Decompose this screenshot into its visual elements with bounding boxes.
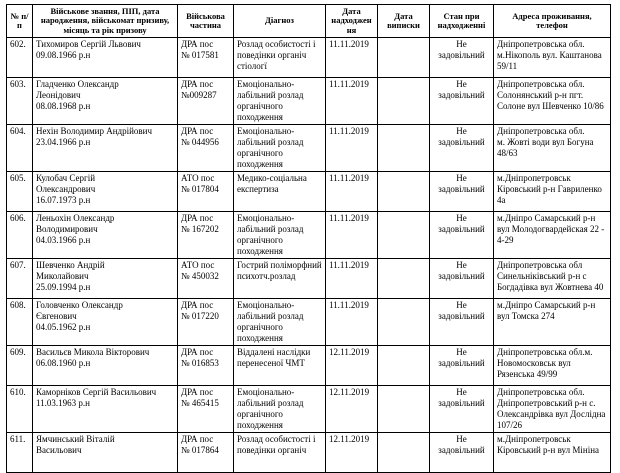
unit-line: ДРА пос [181, 387, 214, 397]
address-line: Рязенська 49/99 [497, 369, 558, 379]
person-line: 04.03.1966 р.н [36, 235, 91, 245]
status-line: Не [456, 173, 467, 183]
cell-number [7, 172, 33, 212]
row-number: 603. [10, 79, 26, 89]
person-line: Леонідович [36, 90, 81, 100]
address-line: Дніпропетровський р-н с. [497, 398, 596, 408]
cell-number [7, 386, 33, 433]
cell-diagnosis [234, 38, 326, 78]
diagnosis-line: походження [237, 159, 283, 169]
cell-diagnosis [234, 125, 326, 172]
cell-diagnosis [234, 78, 326, 125]
address-line: вул Молодогвардейская 22 - [497, 224, 605, 234]
address-line: Новомосковськ вул [497, 358, 571, 368]
address-line: Дніпропетровська обл. [497, 387, 585, 397]
cell-address [494, 172, 611, 212]
status-line: задовільний [438, 398, 485, 408]
address-line: Богдадівка вул Жовтнева 40 [497, 282, 604, 292]
cell-unit [178, 172, 234, 212]
diagnosis-line: Емоціонально- [237, 300, 295, 310]
cell-status [430, 125, 494, 172]
person-line: 04.05.1962 р.н [36, 322, 91, 332]
cell-unit [178, 299, 234, 346]
cell-number [7, 125, 33, 172]
cell-number [7, 38, 33, 78]
cell-discharged [378, 346, 430, 386]
address-line: 59/11 [497, 61, 518, 71]
unit-line: ДРА пос [181, 347, 214, 357]
cell-number [7, 259, 33, 299]
diagnosis-line: органічного [237, 409, 283, 419]
status-line: Не [456, 434, 467, 444]
cell-unit [178, 433, 234, 473]
cell-discharged [378, 386, 430, 433]
person-line: Каморніков Сергій Васильович [36, 387, 157, 397]
unit-line: № 465415 [181, 398, 219, 408]
status-line: задовільний [438, 50, 485, 60]
cell-unit [178, 125, 234, 172]
cell-discharged [378, 259, 430, 299]
person-line: Васильєв Микола Вікторович [36, 347, 150, 357]
cell-address [494, 212, 611, 259]
cell-status [430, 433, 494, 473]
person-line: Шевченко Андрій [36, 260, 105, 270]
status-line: задовільний [438, 445, 485, 455]
unit-line: № 044956 [181, 137, 219, 147]
cell-person [33, 433, 178, 473]
address-line: Кіровський р-н Гавриленко [497, 184, 602, 194]
diagnosis-line: стіологї [237, 61, 267, 71]
address-line: м.Дніпропетровськ [497, 173, 571, 183]
diagnosis-line: психотч.розлад [237, 271, 296, 281]
person-line: 11.03.1963 р.н [36, 398, 90, 408]
table-body [7, 38, 611, 473]
cell-number [7, 212, 33, 259]
table-row [7, 172, 611, 212]
cell-status [430, 299, 494, 346]
column-header-number: № п/п [7, 5, 33, 38]
cell-unit [178, 386, 234, 433]
address-line: Дніпропетровська обл. [497, 39, 585, 49]
cell-person [33, 299, 178, 346]
cell-admitted [326, 346, 378, 386]
address-line: м. Жовті води вул Богуна 48/63 [497, 137, 594, 158]
diagnosis-line: Емоціонально- [237, 387, 295, 397]
cell-admitted [326, 259, 378, 299]
cell-discharged [378, 172, 430, 212]
person-line: 23.04.1966 р.н [36, 137, 91, 147]
admitted-date: 11.11.2019 [329, 260, 369, 270]
admitted-date: 12.11.2019 [329, 434, 370, 444]
status-line: задовільний [438, 224, 485, 234]
address-line: 4-29 [497, 235, 514, 245]
cell-address [494, 346, 611, 386]
admitted-date: 12.11.2019 [329, 387, 370, 397]
diagnosis-line: лабільний розлад [237, 398, 304, 408]
header-row [7, 5, 611, 38]
cell-admitted [326, 299, 378, 346]
unit-line: ДРА пос [181, 434, 214, 444]
diagnosis-line: перенесеної ЧМТ [237, 358, 305, 368]
cell-number [7, 433, 33, 473]
cell-diagnosis [234, 346, 326, 386]
cell-number [7, 78, 33, 125]
diagnosis-line: Розлад особистості і [237, 434, 316, 444]
unit-line: ДРА пос [181, 79, 214, 89]
cell-admitted [326, 212, 378, 259]
diagnosis-line: поведінки органіч [237, 445, 307, 455]
cell-admitted [326, 78, 378, 125]
cell-diagnosis [234, 386, 326, 433]
admitted-date: 11.11.2019 [329, 173, 369, 183]
admitted-date: 11.11.2019 [329, 39, 369, 49]
status-line: Не [456, 260, 467, 270]
unit-line: №009287 [181, 90, 217, 100]
person-line: 25.09.1994 р.н [36, 282, 91, 292]
cell-diagnosis [234, 172, 326, 212]
diagnosis-line: лабільний розлад [237, 90, 304, 100]
diagnosis-line: Емоціонально- [237, 126, 295, 136]
cell-admitted [326, 125, 378, 172]
person-line: Васильович [36, 445, 82, 455]
cell-address [494, 125, 611, 172]
unit-line: № 017804 [181, 184, 219, 194]
diagnosis-line: Розлад особистості і [237, 39, 316, 49]
cell-diagnosis [234, 259, 326, 299]
address-line: 107/26 [497, 420, 523, 430]
cell-discharged [378, 299, 430, 346]
cell-status [430, 259, 494, 299]
address-line: Солонянський р-н пгт. [497, 90, 584, 100]
cell-address [494, 433, 611, 473]
admitted-date: 12.11.2019 [329, 347, 370, 357]
person-line: Олександрович [36, 184, 96, 194]
diagnosis-line: Медико-соціальна [237, 173, 307, 183]
address-line: м.Дніпро Самарський р-н [497, 300, 596, 310]
diagnosis-line: походження [237, 112, 283, 122]
column-header-unit: Військова частина [178, 5, 234, 38]
address-line: вул Томска 274 [497, 311, 555, 321]
column-header-status: Стан при надходженні [430, 5, 494, 38]
admitted-date: 11.11.2019 [329, 126, 369, 136]
person-line: Нехін Володимир Андрійович [36, 126, 153, 136]
cell-address [494, 299, 611, 346]
row-number: 604. [10, 126, 26, 136]
person-line: Володимирович [36, 224, 98, 234]
unit-line: № 017864 [181, 445, 219, 455]
cell-person [33, 125, 178, 172]
table-row [7, 299, 611, 346]
person-line: 06.08.1960 р.н [36, 358, 91, 368]
cell-person [33, 259, 178, 299]
cell-person [33, 212, 178, 259]
status-line: задовільний [438, 90, 485, 100]
cell-unit [178, 212, 234, 259]
cell-address [494, 259, 611, 299]
cell-discharged [378, 212, 430, 259]
status-line: Не [456, 39, 467, 49]
unit-line: № 017220 [181, 311, 219, 321]
cell-admitted [326, 386, 378, 433]
unit-line: АТО пос [181, 260, 215, 270]
table-row [7, 78, 611, 125]
unit-line: АТО пос [181, 173, 215, 183]
person-line: Кулобач Сергій [36, 173, 96, 183]
status-line: задовільний [438, 137, 485, 147]
cell-person [33, 172, 178, 212]
unit-line: ДРА пос [181, 300, 214, 310]
unit-line: ДРА пос [181, 126, 214, 136]
admitted-date: 11.11.2019 [329, 79, 369, 89]
address-line: м.Нікополь вул. Каштанова [497, 50, 602, 60]
cell-status [430, 38, 494, 78]
row-number: 608. [10, 300, 26, 310]
unit-line: № 017581 [181, 50, 219, 60]
cell-discharged [378, 78, 430, 125]
status-line: задовільний [438, 358, 485, 368]
table-row [7, 125, 611, 172]
table-row [7, 259, 611, 299]
table-row [7, 346, 611, 386]
address-line: Кіровський р-н вул Мініна [497, 445, 600, 455]
cell-address [494, 78, 611, 125]
address-line: Дніпропетровська обл.м. [497, 347, 593, 357]
status-line: Не [456, 347, 467, 357]
diagnosis-line: походження [237, 333, 283, 343]
person-line: Миколайович [36, 271, 89, 281]
address-line: Дніпропетровська обл. [497, 79, 585, 89]
row-number: 611. [10, 434, 26, 444]
table-row [7, 386, 611, 433]
person-line: 08.08.1968 р.н [36, 101, 91, 111]
cell-address [494, 386, 611, 433]
unit-line: № 167202 [181, 224, 219, 234]
cell-number [7, 346, 33, 386]
cell-unit [178, 38, 234, 78]
patient-registry-table [6, 4, 611, 473]
diagnosis-line: експертиза [237, 184, 279, 194]
status-line: задовільний [438, 271, 485, 281]
address-line: м.Дніпро Самарський р-н [497, 213, 596, 223]
person-line: Головченко Олександр [36, 300, 123, 310]
status-line: Не [456, 79, 467, 89]
diagnosis-line: походження [237, 246, 283, 256]
person-line: 16.07.1973 р.н [36, 195, 91, 205]
status-line: Не [456, 300, 467, 310]
table-row [7, 212, 611, 259]
diagnosis-line: Емоціонально- [237, 213, 295, 223]
address-line: Синельніківський р-н с [497, 271, 587, 281]
cell-discharged [378, 433, 430, 473]
cell-diagnosis [234, 212, 326, 259]
cell-admitted [326, 172, 378, 212]
row-number: 606. [10, 213, 26, 223]
cell-unit [178, 259, 234, 299]
cell-number [7, 299, 33, 346]
cell-admitted [326, 38, 378, 78]
column-header-discharged: Дата виписки [378, 5, 430, 38]
column-header-address: Адреса проживання, телефон [494, 5, 611, 38]
cell-person [33, 78, 178, 125]
admitted-date: 11.11.2019 [329, 300, 369, 310]
row-number: 605. [10, 173, 26, 183]
table-row [7, 38, 611, 78]
row-number: 609. [10, 347, 26, 357]
diagnosis-line: лабільний розлад [237, 311, 304, 321]
person-line: Гладченко Олександр [36, 79, 119, 89]
row-number: 610. [10, 387, 26, 397]
diagnosis-line: Віддалені наслідки [237, 347, 311, 357]
cell-diagnosis [234, 299, 326, 346]
person-line: Леньохін Олександр [36, 213, 115, 223]
address-line: 4а [497, 195, 506, 205]
table-row [7, 433, 611, 473]
admitted-date: 11.11.2019 [329, 213, 369, 223]
cell-admitted [326, 433, 378, 473]
cell-status [430, 212, 494, 259]
cell-status [430, 172, 494, 212]
unit-line: № 016853 [181, 358, 219, 368]
diagnosis-line: Гострий поліморфний [237, 260, 322, 270]
unit-line: ДРА пос [181, 213, 214, 223]
cell-discharged [378, 38, 430, 78]
cell-unit [178, 346, 234, 386]
row-number: 607. [10, 260, 26, 270]
status-line: Не [456, 213, 467, 223]
cell-person [33, 386, 178, 433]
cell-person [33, 38, 178, 78]
cell-status [430, 78, 494, 125]
person-line: Ямчинський Віталій [36, 434, 115, 444]
address-line: м.Дніпропетровськ [497, 434, 571, 444]
status-line: Не [456, 387, 467, 397]
unit-line: № 450032 [181, 271, 219, 281]
address-line: Дніпропетровська обл. [497, 126, 585, 136]
diagnosis-line: лабільний розлад [237, 137, 304, 147]
diagnosis-line: органічного [237, 101, 283, 111]
cell-status [430, 346, 494, 386]
diagnosis-line: поведінки органіч [237, 50, 307, 60]
unit-line: ДРА пос [181, 39, 214, 49]
cell-discharged [378, 125, 430, 172]
diagnosis-line: органічного [237, 148, 283, 158]
column-header-admitted: Дата надходження [326, 5, 378, 38]
cell-address [494, 38, 611, 78]
cell-diagnosis [234, 433, 326, 473]
row-number: 602. [10, 39, 26, 49]
person-line: 09.08.1966 р.н [36, 50, 91, 60]
cell-status [430, 386, 494, 433]
status-line: задовільний [438, 184, 485, 194]
diagnosis-line: походження [237, 420, 283, 430]
diagnosis-line: лабільний розлад [237, 224, 304, 234]
person-line: Євгенович [36, 311, 77, 321]
diagnosis-line: органічного [237, 322, 283, 332]
diagnosis-line: Емоціонально- [237, 79, 295, 89]
column-header-diagnosis: Діагноз [234, 5, 326, 38]
address-line: Олександрівка вул Дослідна [497, 409, 606, 419]
column-header-person: Військове звання, ПІП, дата народження, військомат призиву, місяць та рік призову [33, 5, 178, 38]
cell-person [33, 346, 178, 386]
status-line: задовільний [438, 311, 485, 321]
address-line: Дніпропетровська обл [497, 260, 583, 270]
status-line: Не [456, 126, 467, 136]
person-line: Тихомиров Сергій Львович [36, 39, 141, 49]
address-line: Солоне вул Шевченко 10/86 [497, 101, 604, 111]
diagnosis-line: органічного [237, 235, 283, 245]
cell-unit [178, 78, 234, 125]
